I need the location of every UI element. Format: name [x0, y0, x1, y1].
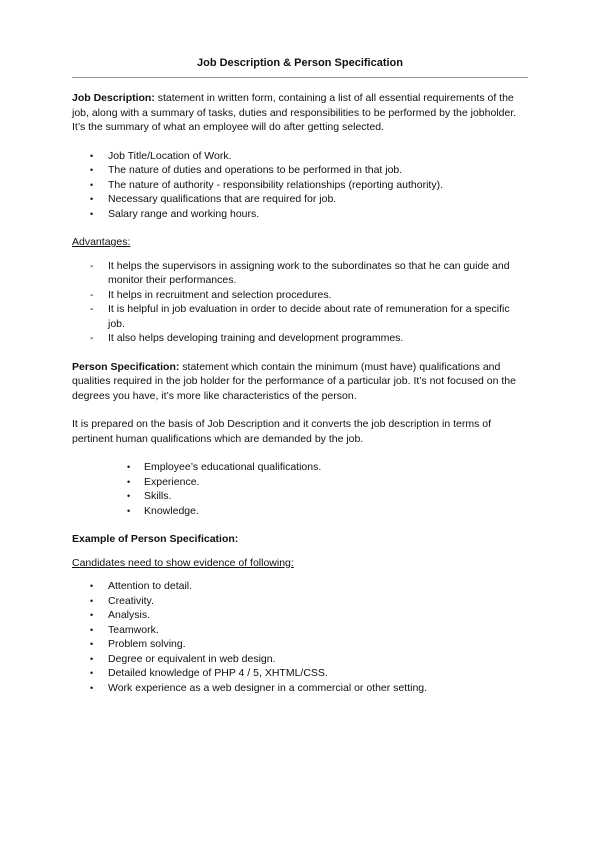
- list-item: - It also helps developing training and development programmes.: [72, 331, 528, 346]
- person-specification-paragraph: [72, 360, 528, 404]
- title-divider: [72, 77, 528, 78]
- job-description-list: [72, 149, 528, 222]
- list-item: - It helps in recruitment and selection procedures.: [72, 288, 528, 303]
- job-description-text: statement in written form, containing a list of all essential requirements of the job, along with a summary of tasks, duties and responsibilities to be performed by the jobholder. It’s the summary of what an employee will do after getting selected.: [72, 92, 517, 133]
- example-heading: Example of Person Specification:: [72, 533, 239, 545]
- list-item: • Teamwork.: [72, 623, 528, 638]
- advantages-heading: Advantages:: [72, 236, 131, 248]
- job-description-label: Job Description:: [72, 92, 155, 104]
- list-item: • Skills.: [72, 489, 528, 504]
- list-item: • The nature of duties and operations to be performed in that job.: [72, 163, 528, 178]
- list-item: • Employee’s educational qualifications.: [72, 460, 528, 475]
- list-item: • Problem solving.: [72, 637, 528, 652]
- list-item: • Necessary qualifications that are required for job.: [72, 192, 528, 207]
- document-title: Job Description & Person Specification: [197, 57, 403, 69]
- list-item: • Salary range and working hours.: [72, 207, 528, 222]
- list-item: • Job Title/Location of Work.: [72, 149, 528, 164]
- person-specification-list: [72, 460, 528, 518]
- example-list: [72, 579, 528, 695]
- list-item: • Attention to detail.: [72, 579, 528, 594]
- list-item: - It is helpful in job evaluation in order to decide about rate of remuneration for a specific job.: [72, 302, 528, 331]
- document-page: [72, 55, 528, 708]
- person-specification-text: statement which contain the minimum (must have) qualifications and qualities required in the job holder for the performance of a particular job. It’s not focused on the degrees you have, it’s more like characteristics of the person.: [72, 360, 516, 402]
- list-item: • Analysis.: [72, 608, 528, 623]
- list-item: • Detailed knowledge of PHP 4 / 5, XHTML/CSS.: [72, 666, 528, 681]
- list-item: • Work experience as a web designer in a commercial or other setting.: [72, 681, 528, 696]
- list-item: • Degree or equivalent in web design.: [72, 652, 528, 667]
- list-item: - It helps the supervisors in assigning work to the subordinates so that he can guide and monitor their performances.: [72, 259, 528, 288]
- list-item: • Creativity.: [72, 594, 528, 609]
- list-item: • Experience.: [72, 475, 528, 490]
- person-specification-label: Person Specification:: [72, 360, 180, 373]
- list-item: • The nature of authority - responsibility relationships (reporting authority).: [72, 178, 528, 193]
- list-item: • Knowledge.: [72, 504, 528, 519]
- advantages-list: [72, 259, 528, 346]
- job-description-paragraph: [72, 91, 528, 135]
- example-subheading: Candidates need to show evidence of following:: [72, 556, 294, 569]
- basis-paragraph: It is prepared on the basis of Job Description and it converts the job description in terms of pertinent human qualifications which are demanded by the job.: [72, 418, 492, 445]
